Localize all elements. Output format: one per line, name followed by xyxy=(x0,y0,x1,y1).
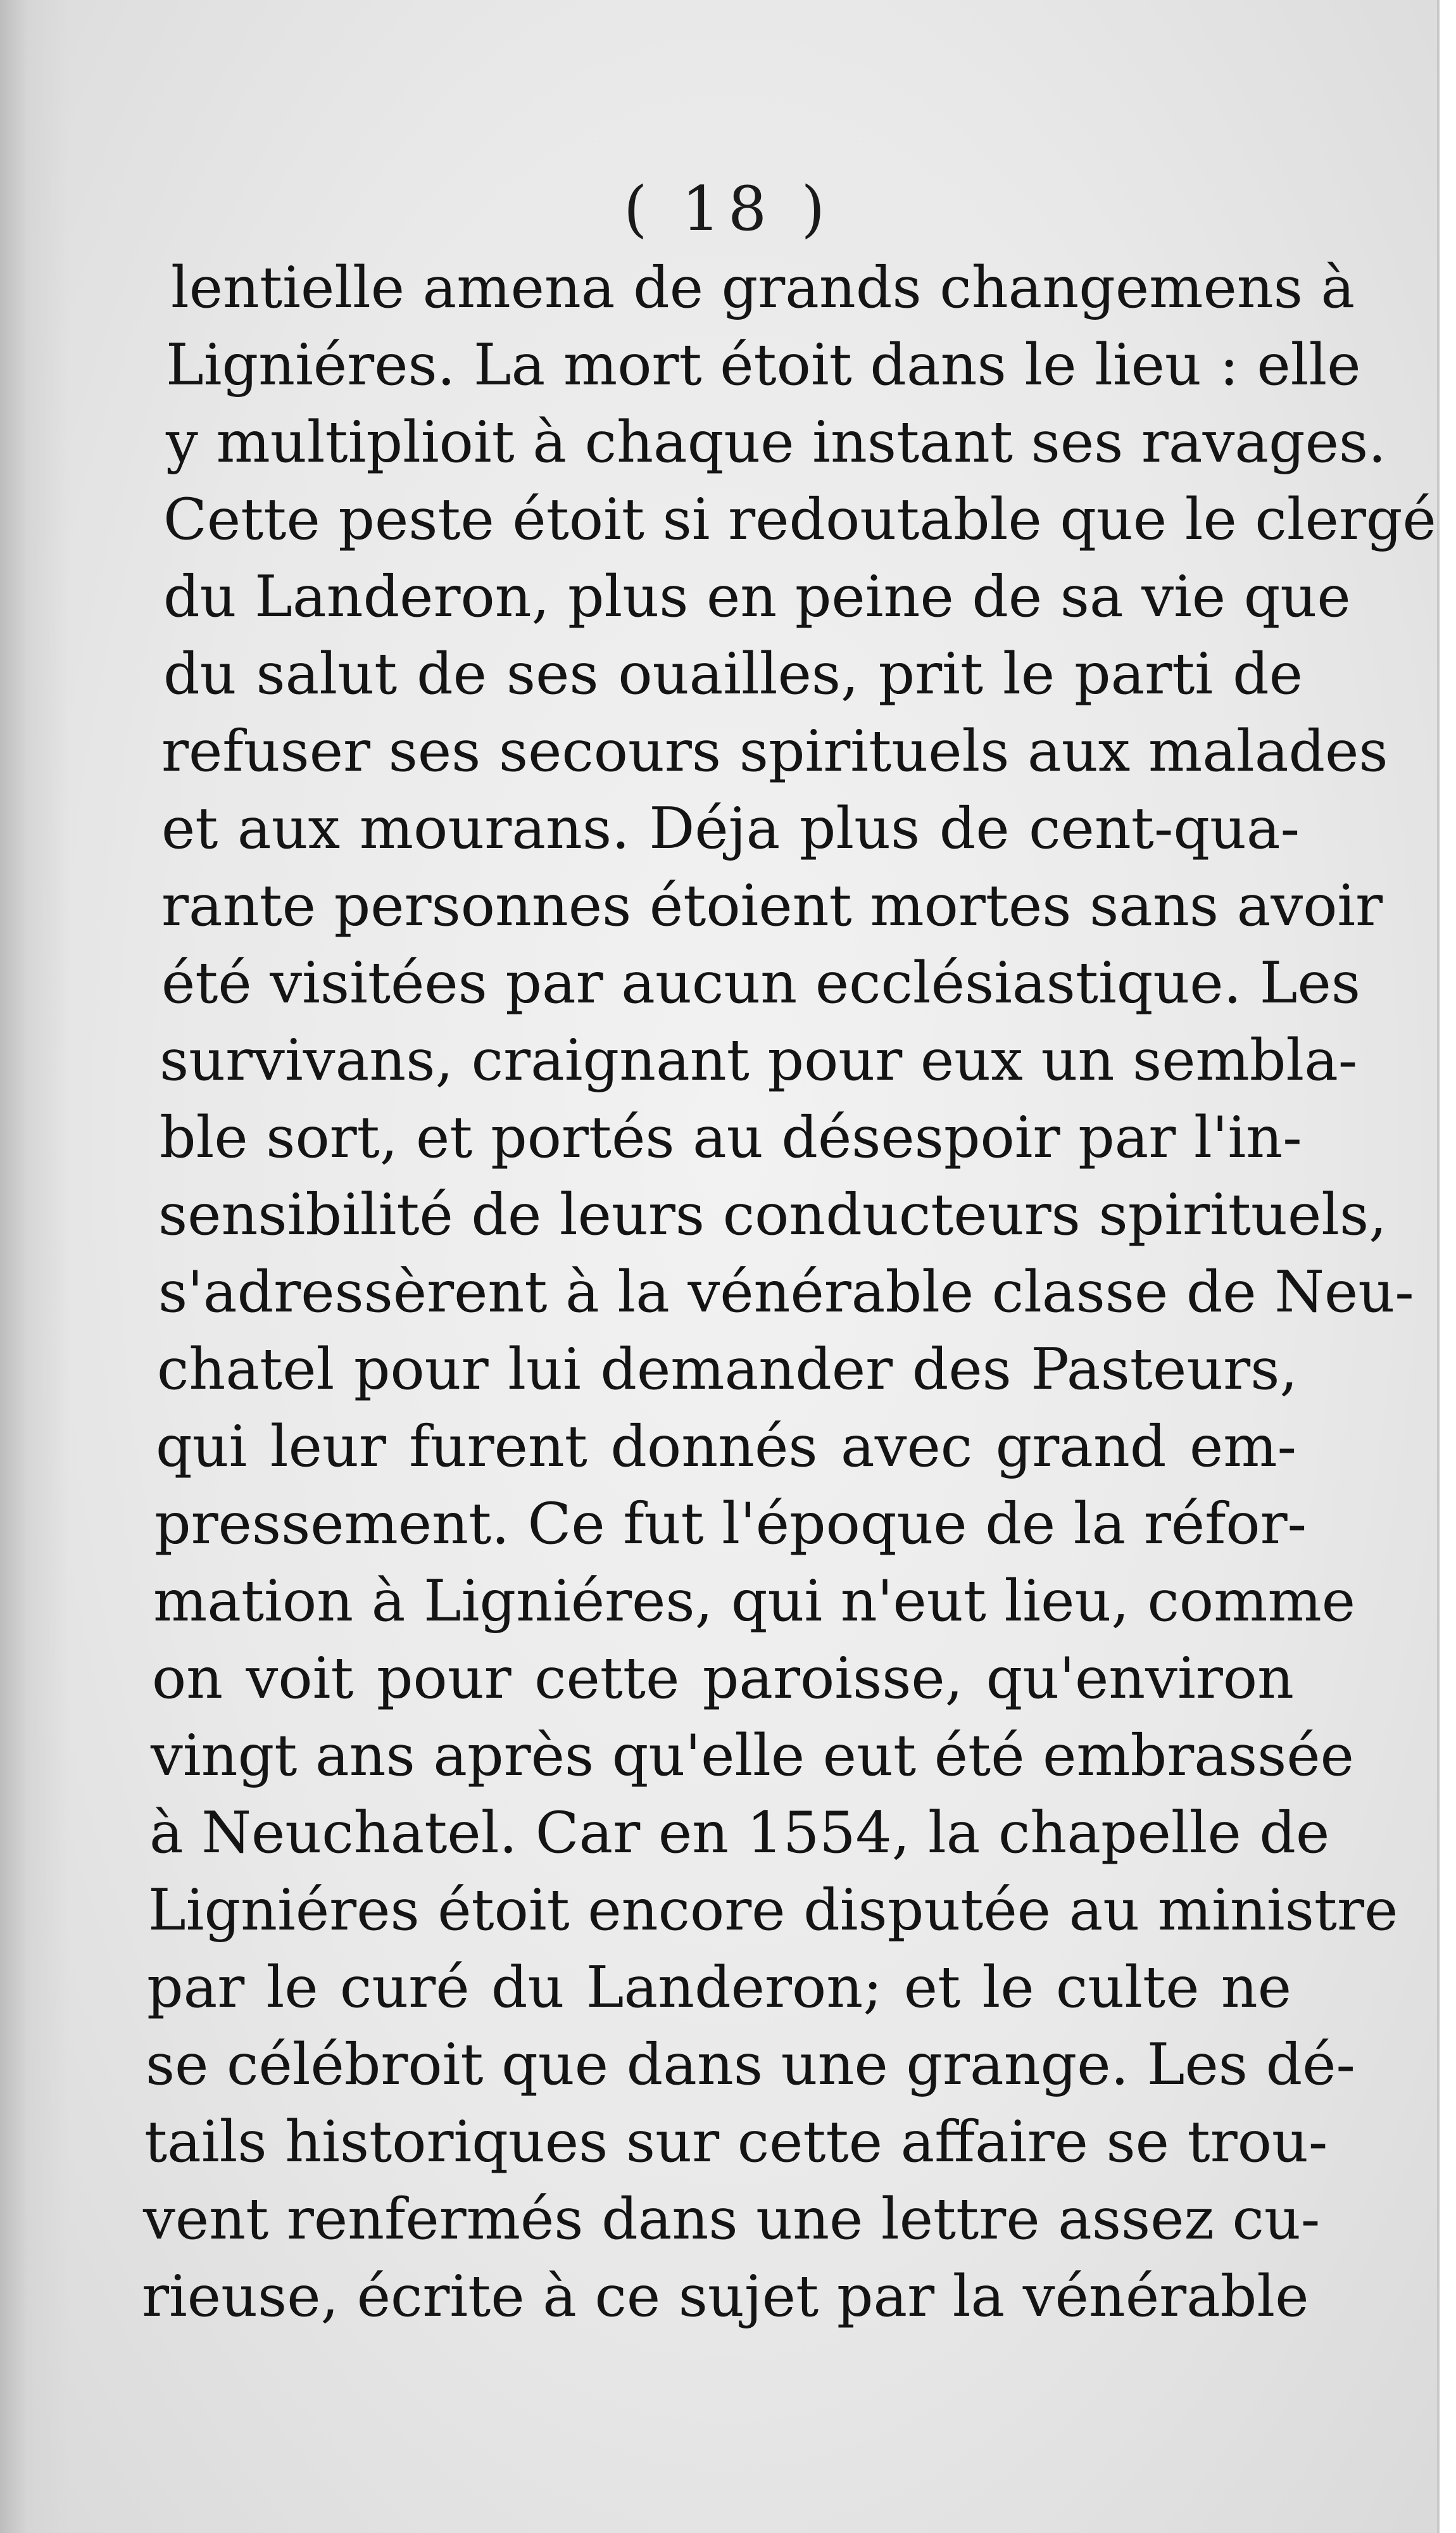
text-line: rante personnes étoient mortes sans avoir xyxy=(161,873,1383,939)
page-edge xyxy=(1437,0,1456,2533)
text-line: s'adressèrent à la vénérable classe de Neu- xyxy=(158,1259,1414,1325)
text-line: lentielle amena de grands changemens à xyxy=(171,255,1355,321)
text-line: rieuse, écrite à ce sujet par la vénérable xyxy=(142,2263,1309,2330)
text-line: Cette peste étoit si redoutable que le clergé xyxy=(163,486,1436,553)
text-line: ble sort, et portés au désespoir par l'in- xyxy=(160,1104,1302,1171)
text-line: se célébroit que dans une grange. Les dé- xyxy=(146,2031,1355,2098)
text-line: tails historiques sur cette affaire se trou- xyxy=(144,2109,1328,2175)
text-line: du Landeron, plus en peine de sa vie que xyxy=(163,564,1351,630)
text-line: du salut de ses ouailles, prit le parti de xyxy=(163,641,1303,707)
text-line: sensibilité de leurs conducteurs spirituels, xyxy=(158,1182,1387,1248)
text-line: par le curé du Landeron; et le culte ne xyxy=(147,1954,1291,2021)
text-line: y multiplioit à chaque instant ses ravages. xyxy=(166,409,1386,476)
text-line: été visitées par aucun ecclésiastique. Les xyxy=(161,950,1360,1016)
text-line: on voit pour cette paroisse, qu'environ xyxy=(152,1645,1294,1712)
text-line: Ligniéres. La mort étoit dans le lieu : elle xyxy=(166,332,1361,398)
binding-shadow xyxy=(0,0,70,2533)
text-line: vingt ans après qu'elle eut été embrassée xyxy=(151,1722,1354,1789)
text-line: et aux mourans. Déja plus de cent-qua- xyxy=(161,795,1300,862)
text-line: refuser ses secours spirituels aux malades xyxy=(161,718,1388,785)
text-line: vent renfermés dans une lettre assez cu- xyxy=(143,2186,1321,2252)
page-number: ( 18 ) xyxy=(623,174,833,244)
text-line: à Neuchatel. Car en 1554, la chapelle de xyxy=(149,1800,1330,1866)
text-line: qui leur furent donnés avec grand em- xyxy=(156,1413,1296,1480)
text-line: Ligniéres étoit encore disputée au ministre xyxy=(148,1877,1398,1943)
text-line: chatel pour lui demander des Pasteurs, xyxy=(157,1336,1298,1403)
text-line: mation à Ligniéres, qui n'eut lieu, comme xyxy=(153,1568,1356,1634)
text-line: survivans, craignant pour eux un sembla- xyxy=(160,1027,1358,1094)
text-line: pressement. Ce fut l'époque de la réfor- xyxy=(154,1491,1307,1557)
